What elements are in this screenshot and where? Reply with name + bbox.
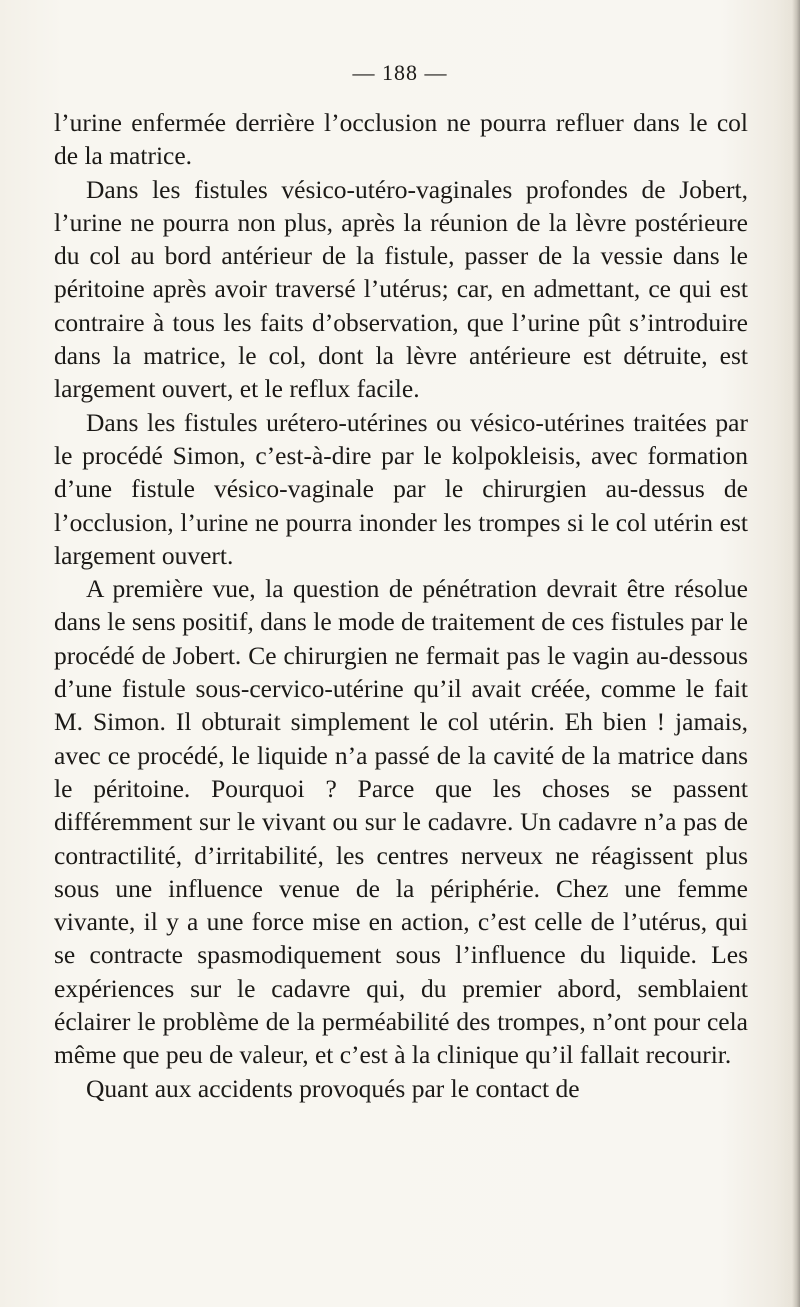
page-number: — 188 — xyxy=(352,60,448,85)
paragraph-simon-procedure: Dans les fistules urétero-utérines ou vésico-utérines traitées par le procédé Simon, c’est-à-dire par le kolpokleisis, avec formation d’une fistule vésico-vaginale par le chirurgien au-dessus de l’occlusion, l’urine ne pourra inonder les trompes si le col utérin est largement ouvert. xyxy=(54,407,748,570)
paragraph-first-view: A première vue, la question de pénétration devrait être résolue dans le sens positif, dans le mode de traitement de ces fistules par le procédé de Jobert. Ce chirurgien ne fermait pas le vagin au-dessous d’une fistule sous-cervico-utérine qu’il avait créée, comme le fait M. Simon. Il obturait simplement le col utérin. Eh bien ! jamais, avec ce procédé, le liquide n’a passé de la cavité de la matrice dans le péritoine. Pourquoi ? Parce que les choses se passent différemment sur le vivant ou sur le cadavre. Un cadavre n’a pas de contractilité, d’irritabilité, les centres nerveux ne réagissent plus sous une influence venue de la périphérie. Chez une femme vivante, il y a une force mise en action, c’est celle de l’utérus, qui se contracte spasmodiquement sous l’influence du liquide. Les expériences sur le cadavre qui, du premier abord, semblaient éclairer le problème de la perméabilité des trompes, n’ont pour cela même que peu de valeur, et c’est à la clinique qu’il fallait recourir. xyxy=(54,574,748,1070)
paragraph-jobert-fistules: Dans les fistules vésico-utéro-vaginales profondes de Jobert, l’urine ne pourra non plus, après la réunion de la lèvre postérieure du col au bord antérieur de la fistule, passer de la vessie dans le péritoine après avoir traversé l’utérus; car, en admettant, ce qui est contraire à tous les faits d’observation, que l’urine pût s’introduire dans la matrice, le col, dont la lèvre antérieure est détruite, est largement ouvert, et le reflux facile. xyxy=(54,174,748,404)
paragraph-continued: l’urine enfermée derrière l’occlusion ne pourra refluer dans le col de la matrice. xyxy=(54,108,748,171)
page-edge-shadow xyxy=(792,0,800,1307)
paragraph-accidents: Quant aux accidents provoqués par le contact de xyxy=(86,1073,580,1103)
body-text xyxy=(54,106,748,1105)
